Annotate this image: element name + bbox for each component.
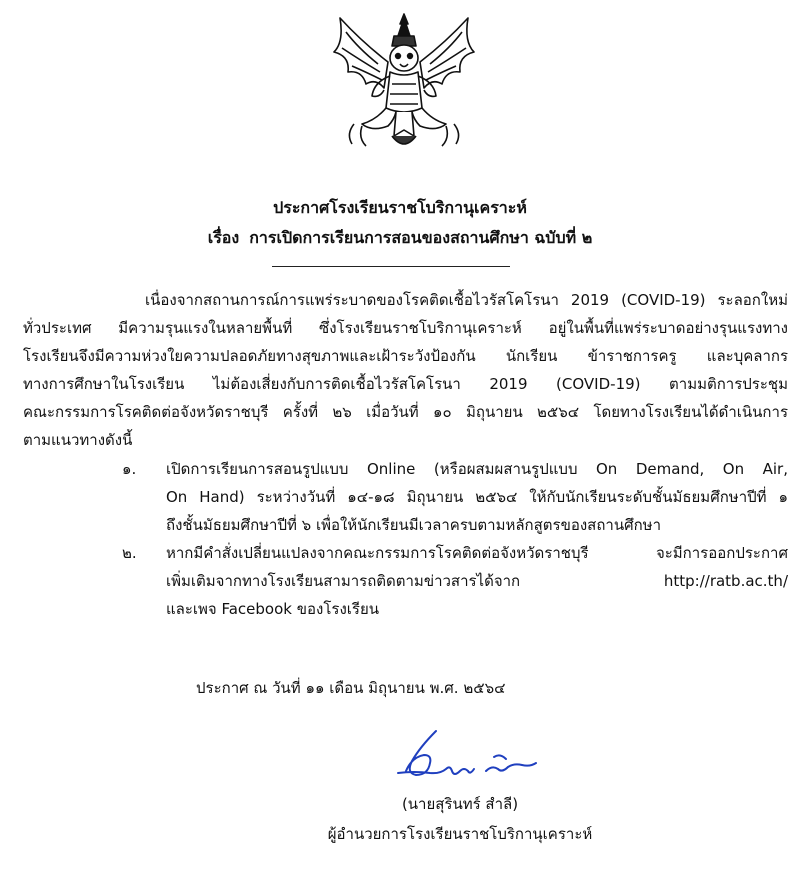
item-line: หากมีคำสั่งเปลี่ยนแปลงจากคณะกรรมการโรคติดต่อจังหวัดราชบุรี จะมีการออกประกาศ — [166, 544, 788, 562]
paragraph-line: เนื่องจากสถานการณ์การแพร่ระบาดของโรคติดเชื้อไวรัสโคโรนา 2019 (COVID-19) ระลอกใหม่ — [145, 291, 788, 309]
handwritten-signature — [390, 727, 540, 789]
paragraph-line: คณะกรรมการโรคติดต่อจังหวัดราชบุรี ครั้งที่ ๒๖ เมื่อวันที่ ๑๐ มิถุนายน ๒๕๖๔ โดยทางโรงเรียนได้ดำเนินการ — [23, 403, 788, 421]
announce-date: ประกาศ ณ วันที่ ๑๑ เดือน มิถุนายน พ.ศ. ๒๕๖๔ — [196, 679, 506, 697]
item-number: ๒. — [122, 544, 137, 562]
item-line: ถึงชั้นมัธยมศึกษาปีที่ ๖ เพื่อให้นักเรียนมีเวลาครบตามหลักสูตรของสถานศึกษา — [166, 516, 661, 534]
list-item — [0, 455, 800, 539]
item-line: เปิดการเรียนการสอนรูปแบบ Online (หรือผสมผสานรูปแบบ On Demand, On Air, — [166, 460, 788, 478]
announcement-subject — [0, 226, 800, 251]
body-paragraph — [23, 286, 788, 454]
title-divider — [272, 266, 510, 267]
list-item — [0, 539, 800, 623]
paragraph-line: ทางการศึกษาในโรงเรียน ไม่ต้องเสี่ยงกับการติดเชื้อไวรัสโคโรนา 2019 (COVID-19) ตามมติการประชุม — [23, 375, 788, 393]
paragraph-line: ทั่วประเทศ มีความรุนแรงในหลายพื้นที่ ซึ่งโรงเรียนราชโบริกานุเคราะห์ อยู่ในพื้นที่แพร่ระบาดอย่างรุนแรงทาง — [23, 319, 788, 337]
paragraph-line: โรงเรียนจึงมีความห่วงใยความปลอดภัยทางสุขภาพและเฝ้าระวังป้องกัน นักเรียน ข้าราชการครู และบุคลากร — [23, 347, 788, 365]
signatory-position: ผู้อำนวยการโรงเรียนราชโบริกานุเคราะห์ — [327, 825, 593, 843]
item-number: ๑. — [122, 460, 137, 478]
action-list — [0, 455, 800, 623]
subject-label: เรื่อง — [207, 228, 240, 247]
signatory-name: (นายสุรินทร์ สำลี) — [401, 795, 519, 813]
garuda-emblem-icon — [322, 12, 486, 152]
paragraph-line: ตามแนวทางดังนี้ — [23, 431, 133, 449]
item-line: และเพจ Facebook ของโรงเรียน — [166, 600, 379, 618]
item-line: On Hand) ระหว่างวันที่ ๑๔-๑๘ มิถุนายน ๒๕๖๔ ให้กับนักเรียนระดับชั้นมัธยมศึกษาปีที่ ๑ — [166, 488, 788, 506]
announcement-title: ประกาศโรงเรียนราชโบริกานุเคราะห์ — [273, 198, 527, 217]
item-line: เพิ่มเติมจากทางโรงเรียนสามารถติดตามข่าวสารได้จาก http://ratb.ac.th/ — [166, 572, 788, 590]
subject-text: การเปิดการเรียนการสอนของสถานศึกษา ฉบับที่ ๒ — [249, 228, 593, 247]
